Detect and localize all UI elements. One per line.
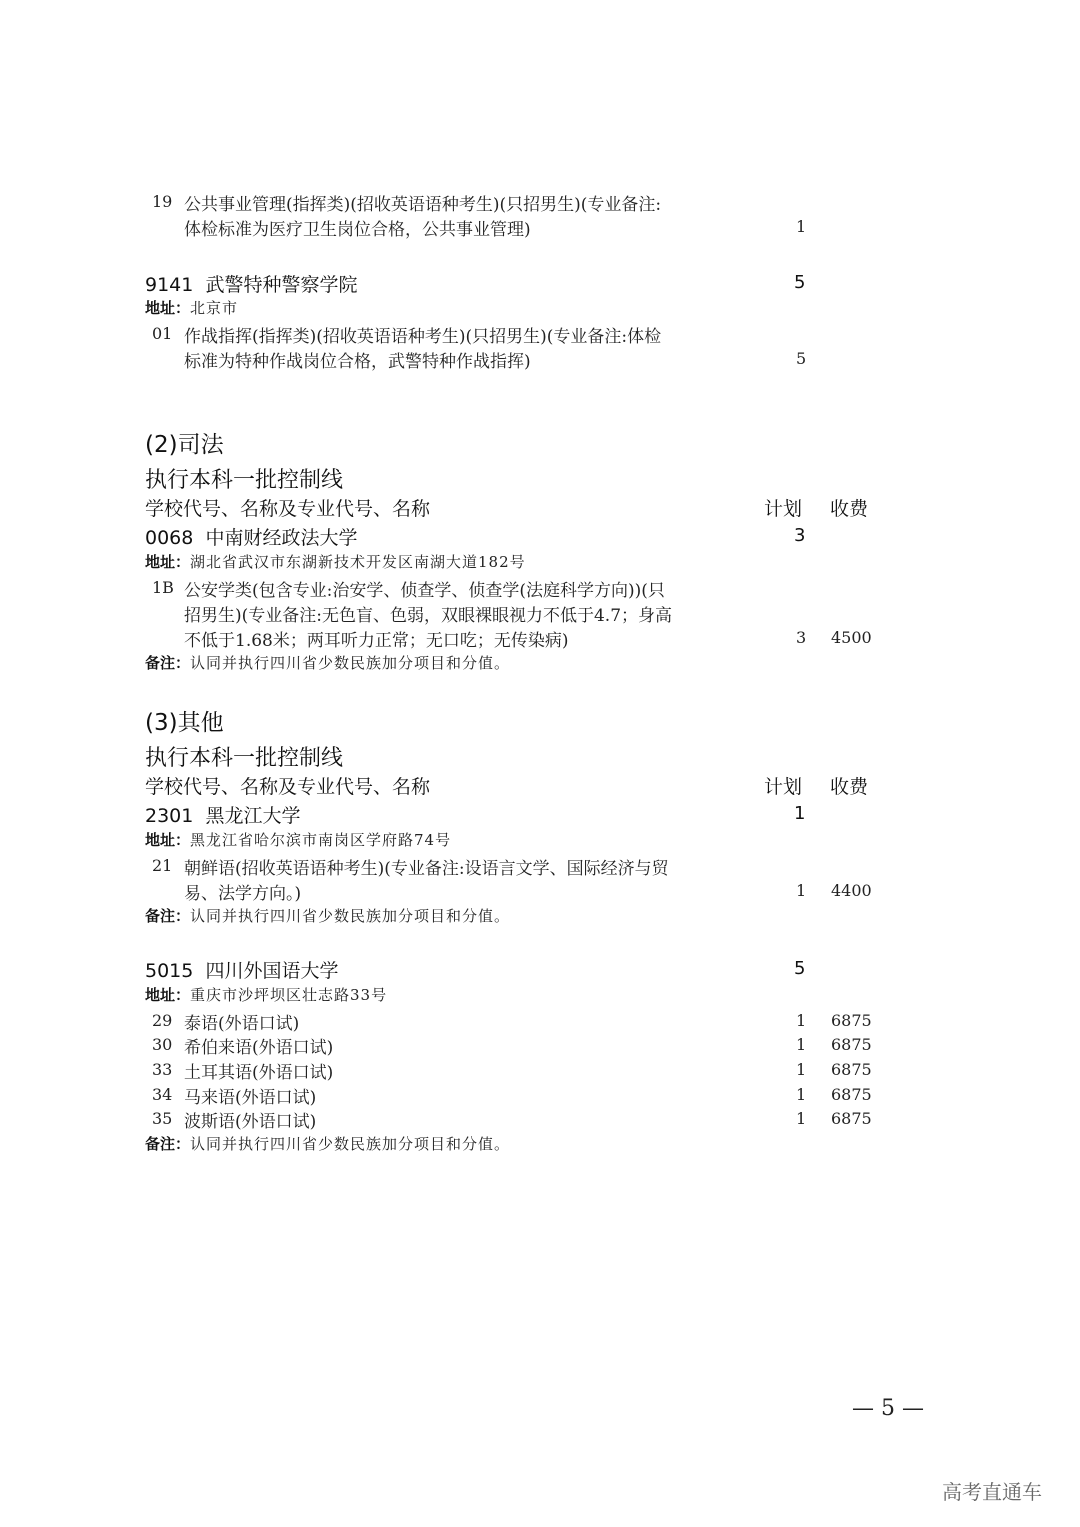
major-fee: 6875 <box>831 1085 872 1104</box>
university-heading <box>145 956 338 983</box>
university-note <box>145 905 510 926</box>
column-header-plan: 计划 <box>764 498 803 520</box>
university-plan: 1 <box>794 803 806 824</box>
major-fee: 4500 <box>831 628 872 647</box>
major-code: 1B <box>152 578 174 597</box>
address-text: 湖北省武汉市东湖新技术开发区南湖大道182号 <box>190 553 526 571</box>
university-name: 四川外国语大学 <box>205 960 339 982</box>
university-code: 5015 <box>145 960 194 982</box>
major-fee: 6875 <box>831 1035 872 1054</box>
major-name-line1: 公共事业管理(指挥类)(招收英语语种考生)(只招男生)(专业备注: <box>184 195 662 215</box>
column-header-fee: 收费 <box>830 776 869 798</box>
university-code: 9141 <box>145 274 194 296</box>
major-name: 希伯来语(外语口试) <box>184 1038 334 1058</box>
note-text: 认同并执行四川省少数民族加分项目和分值。 <box>190 907 511 925</box>
major-fee: 6875 <box>831 1060 872 1079</box>
major-plan: 1 <box>796 1109 807 1128</box>
column-header-fee: 收费 <box>830 498 869 520</box>
column-header-plan: 计划 <box>764 776 803 798</box>
note-label: 备注： <box>145 1135 191 1153</box>
section-subtitle: 执行本科一批控制线 <box>145 746 344 771</box>
major-code: 30 <box>152 1035 173 1054</box>
university-plan: 5 <box>794 958 806 979</box>
watermark: 高考直通车 <box>942 1480 1042 1504</box>
university-name: 黑龙江大学 <box>205 805 301 827</box>
note-text: 认同并执行四川省少数民族加分项目和分值。 <box>190 1135 511 1153</box>
major-code: 19 <box>152 192 173 211</box>
major-code: 35 <box>152 1109 173 1128</box>
major-code: 33 <box>152 1060 173 1079</box>
major-name-line1: 作战指挥(指挥类)(招收英语语种考生)(只招男生)(专业备注:体检 <box>184 327 662 347</box>
column-header-name: 学校代号、名称及专业代号、名称 <box>145 498 431 520</box>
major-name: 马来语(外语口试) <box>184 1088 317 1108</box>
university-plan: 5 <box>794 272 806 293</box>
university-name: 中南财经政法大学 <box>205 527 358 549</box>
major-plan: 1 <box>796 1035 807 1054</box>
note-label: 备注： <box>145 907 191 925</box>
major-code: 21 <box>152 856 173 875</box>
address-label: 地址： <box>145 299 191 317</box>
column-header-name: 学校代号、名称及专业代号、名称 <box>145 776 431 798</box>
major-fee: 6875 <box>831 1011 872 1030</box>
university-heading <box>145 523 357 550</box>
university-code: 2301 <box>145 805 194 827</box>
major-plan: 1 <box>796 1011 807 1030</box>
major-name-line2: 标准为特种作战岗位合格，武警特种作战指挥) <box>184 352 531 372</box>
major-name-line1: 朝鲜语(招收英语语种考生)(专业备注:设语言文学、国际经济与贸 <box>184 859 669 879</box>
university-address <box>145 829 451 850</box>
major-code: 01 <box>152 324 173 343</box>
note-text: 认同并执行四川省少数民族加分项目和分值。 <box>190 654 511 672</box>
university-plan: 3 <box>794 525 806 546</box>
major-plan: 1 <box>796 217 807 236</box>
major-plan: 1 <box>796 1060 807 1079</box>
major-plan: 3 <box>796 628 807 647</box>
major-name: 土耳其语(外语口试) <box>184 1063 334 1083</box>
section-subtitle: 执行本科一批控制线 <box>145 468 344 493</box>
page-number: — 5 — <box>852 1396 924 1421</box>
address-text: 北京市 <box>190 299 239 317</box>
university-address <box>145 551 526 572</box>
major-name: 泰语(外语口试) <box>184 1014 300 1034</box>
address-label: 地址： <box>145 553 191 571</box>
university-code: 0068 <box>145 527 194 549</box>
university-note <box>145 1133 510 1154</box>
section-title: (3)其他 <box>145 710 224 736</box>
university-address <box>145 984 387 1005</box>
address-text: 黑龙江省哈尔滨市南岗区学府路74号 <box>190 831 452 849</box>
major-fee: 4400 <box>831 881 872 900</box>
major-code: 34 <box>152 1085 173 1104</box>
major-name-line2: 体检标准为医疗卫生岗位合格，公共事业管理) <box>184 220 531 240</box>
address-label: 地址： <box>145 986 191 1004</box>
major-plan: 1 <box>796 881 807 900</box>
major-name-line3: 不低于1.68米；两耳听力正常；无口吃；无传染病) <box>184 631 569 651</box>
major-name-line2: 易、法学方向。) <box>184 884 302 904</box>
section-title: (2)司法 <box>145 432 224 458</box>
major-name-line1: 公安学类(包含专业:治安学、侦查学、侦查学(法庭科学方向))(只 <box>184 581 665 601</box>
major-code: 29 <box>152 1011 173 1030</box>
university-heading <box>145 270 357 297</box>
university-note <box>145 652 510 673</box>
address-text: 重庆市沙坪坝区壮志路33号 <box>190 986 388 1004</box>
major-plan: 5 <box>796 349 807 368</box>
major-fee: 6875 <box>831 1109 872 1128</box>
major-name: 波斯语(外语口试) <box>184 1112 317 1132</box>
address-label: 地址： <box>145 831 191 849</box>
major-plan: 1 <box>796 1085 807 1104</box>
university-address <box>145 297 238 318</box>
university-heading <box>145 801 300 828</box>
major-name-line2: 招男生)(专业备注:无色盲、色弱，双眼裸眼视力不低于4.7；身高 <box>184 606 673 626</box>
university-name: 武警特种警察学院 <box>205 274 358 296</box>
note-label: 备注： <box>145 654 191 672</box>
